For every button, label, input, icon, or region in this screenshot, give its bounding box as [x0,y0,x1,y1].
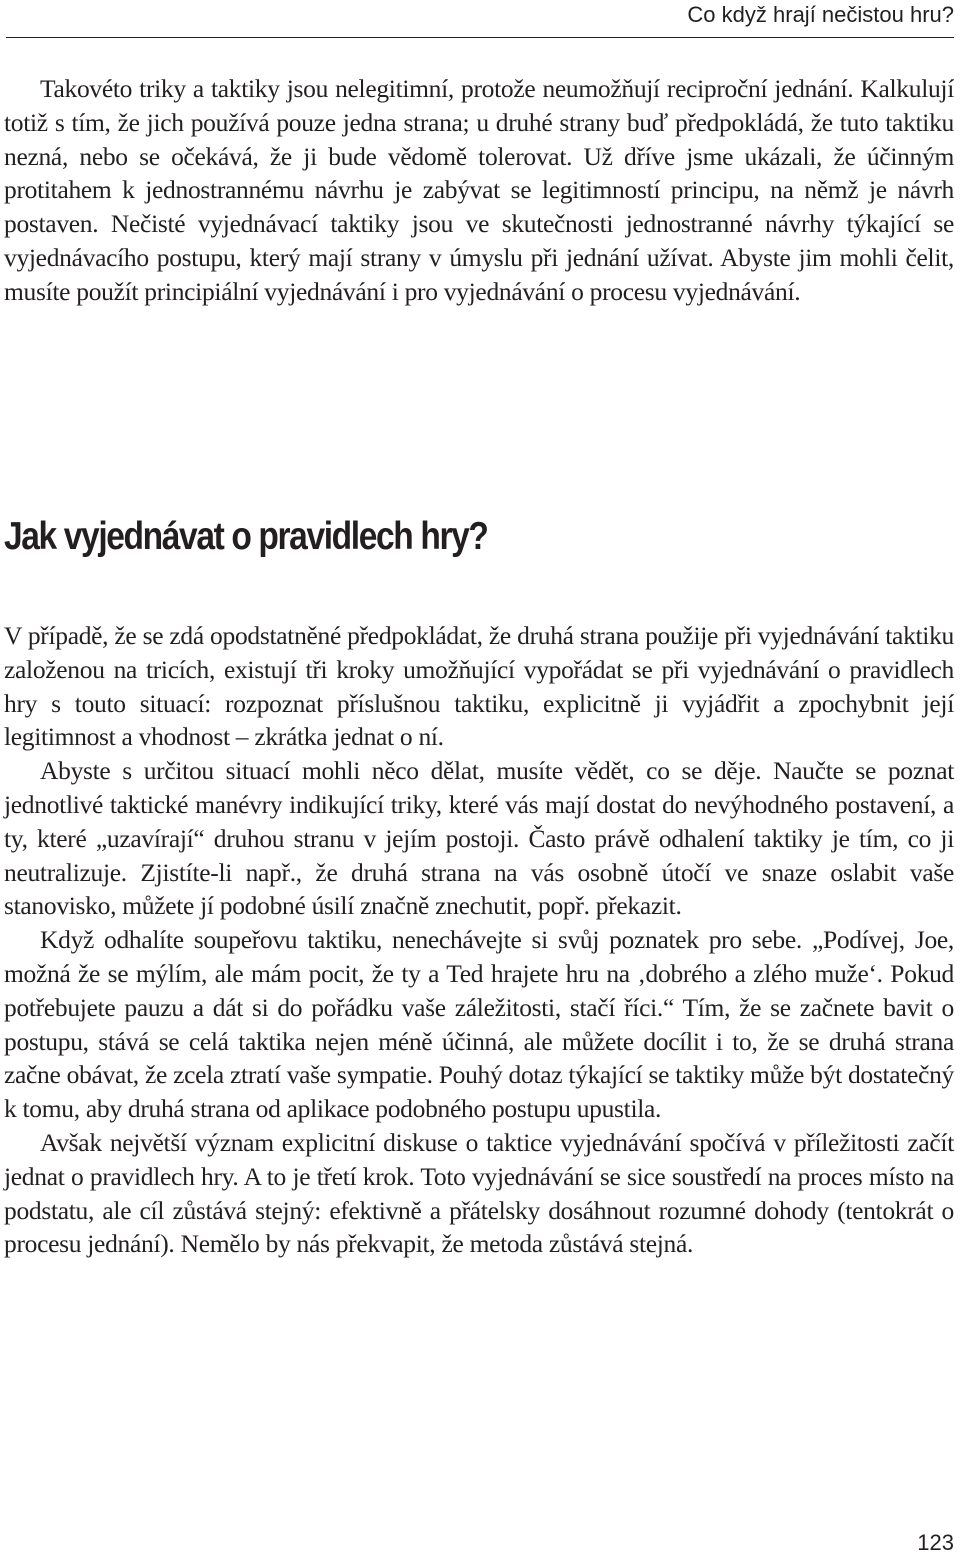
section-text-block [4,619,954,1261]
running-header [6,0,954,38]
running-title: Co když hrají nečistou hru? [687,2,954,27]
paragraph: Když odhalíte soupeřovu taktiku, nenechávejte si svůj poznatek pro sebe. „Podívej, Joe, možná že se mýlím, ale mám pocit, že ty a Ted hrajete hru na ‚dobrého a zlého muže‘. Pokud potřebujete pauzu a dát si do pořádku vaše záležitosti, stačí říci.“ Tím, že se začnete bavit o postupu, stává se celá taktika nejen méně účinná, ale můžete docílit i to, že se druhá strana začne obávat, že zcela ztratí vaše sympatie. Pouhý dotaz týkající se taktiky může být dostatečný k tomu, aby druhá strana od aplikace podobného postupu upustila. [4,925,954,1124]
section-heading: Jak vyjednávat o pravidlech hry? [4,515,488,558]
page-number: 123 [917,1530,954,1555]
paragraph: Takovéto triky a taktiky jsou nelegitimní, protože neumožňují reciproční jednání. Kalkulují totiž s tím, že jich používá pouze jedna strana; u druhé strany buď předpokládá, že tuto taktiku nezná, nebo se očekává, že ji bude vědomě tolerovat. Už dříve jsme ukázali, že účinným protitahem k jednostrannému návrhu je zabývat se legitimností principu, na němž je návrh postaven. Nečisté vyjednávací taktiky jsou ve skutečnosti jednostranné návrhy týkající se vyjednávacího postupu, který mají strany v úmyslu při jednání užívat. Abyste jim mohli čelit, musíte použít principiální vyjednávání i pro vyjednávání o procesu vyjednávání. [4,74,954,306]
paragraph: Avšak největší význam explicitní diskuse o taktice vyjednávání spočívá v příležitosti začít jednat o pravidlech hry. A to je třetí krok. Toto vyjednávání se sice soustředí na proces místo na podstatu, ale cíl zůstává stejný: efektivně a přátelsky dosáhnout rozumné dohody (tentokrát o procesu jednání). Nemělo by nás překvapit, že metoda zůstává stejná. [4,1127,954,1259]
paragraph: Abyste s určitou situací mohli něco dělat, musíte vědět, co se děje. Naučte se poznat jednotlivé taktické manévry indikující triky, které vás mají dostat do nevýhodného postavení, a ty, které „uzavírají“ druhou stranu v jejím postoji. Často právě odhalení taktiky je tím, co ji neutralizuje. Zjistíte-li např., že druhá strana na vás osobně útočí ve snaze oslabit vaše stanovisko, můžete jí podobné úsilí značně znechutit, popř. překazit. [4,756,954,921]
intro-text-block [4,72,954,309]
paragraph: V případě, že se zdá opodstatněné předpokládat, že druhá strana použije při vyjednávání taktiku založenou na tricích, existují tři kroky umožňující vypořádat se při vyjednávání o pravidlech hry s touto situací: rozpoznat příslušnou taktiku, explicitně ji vyjádřit a zpochybnit její legitimnost a vhodnost – zkrátka jednat o ní. [4,621,954,752]
